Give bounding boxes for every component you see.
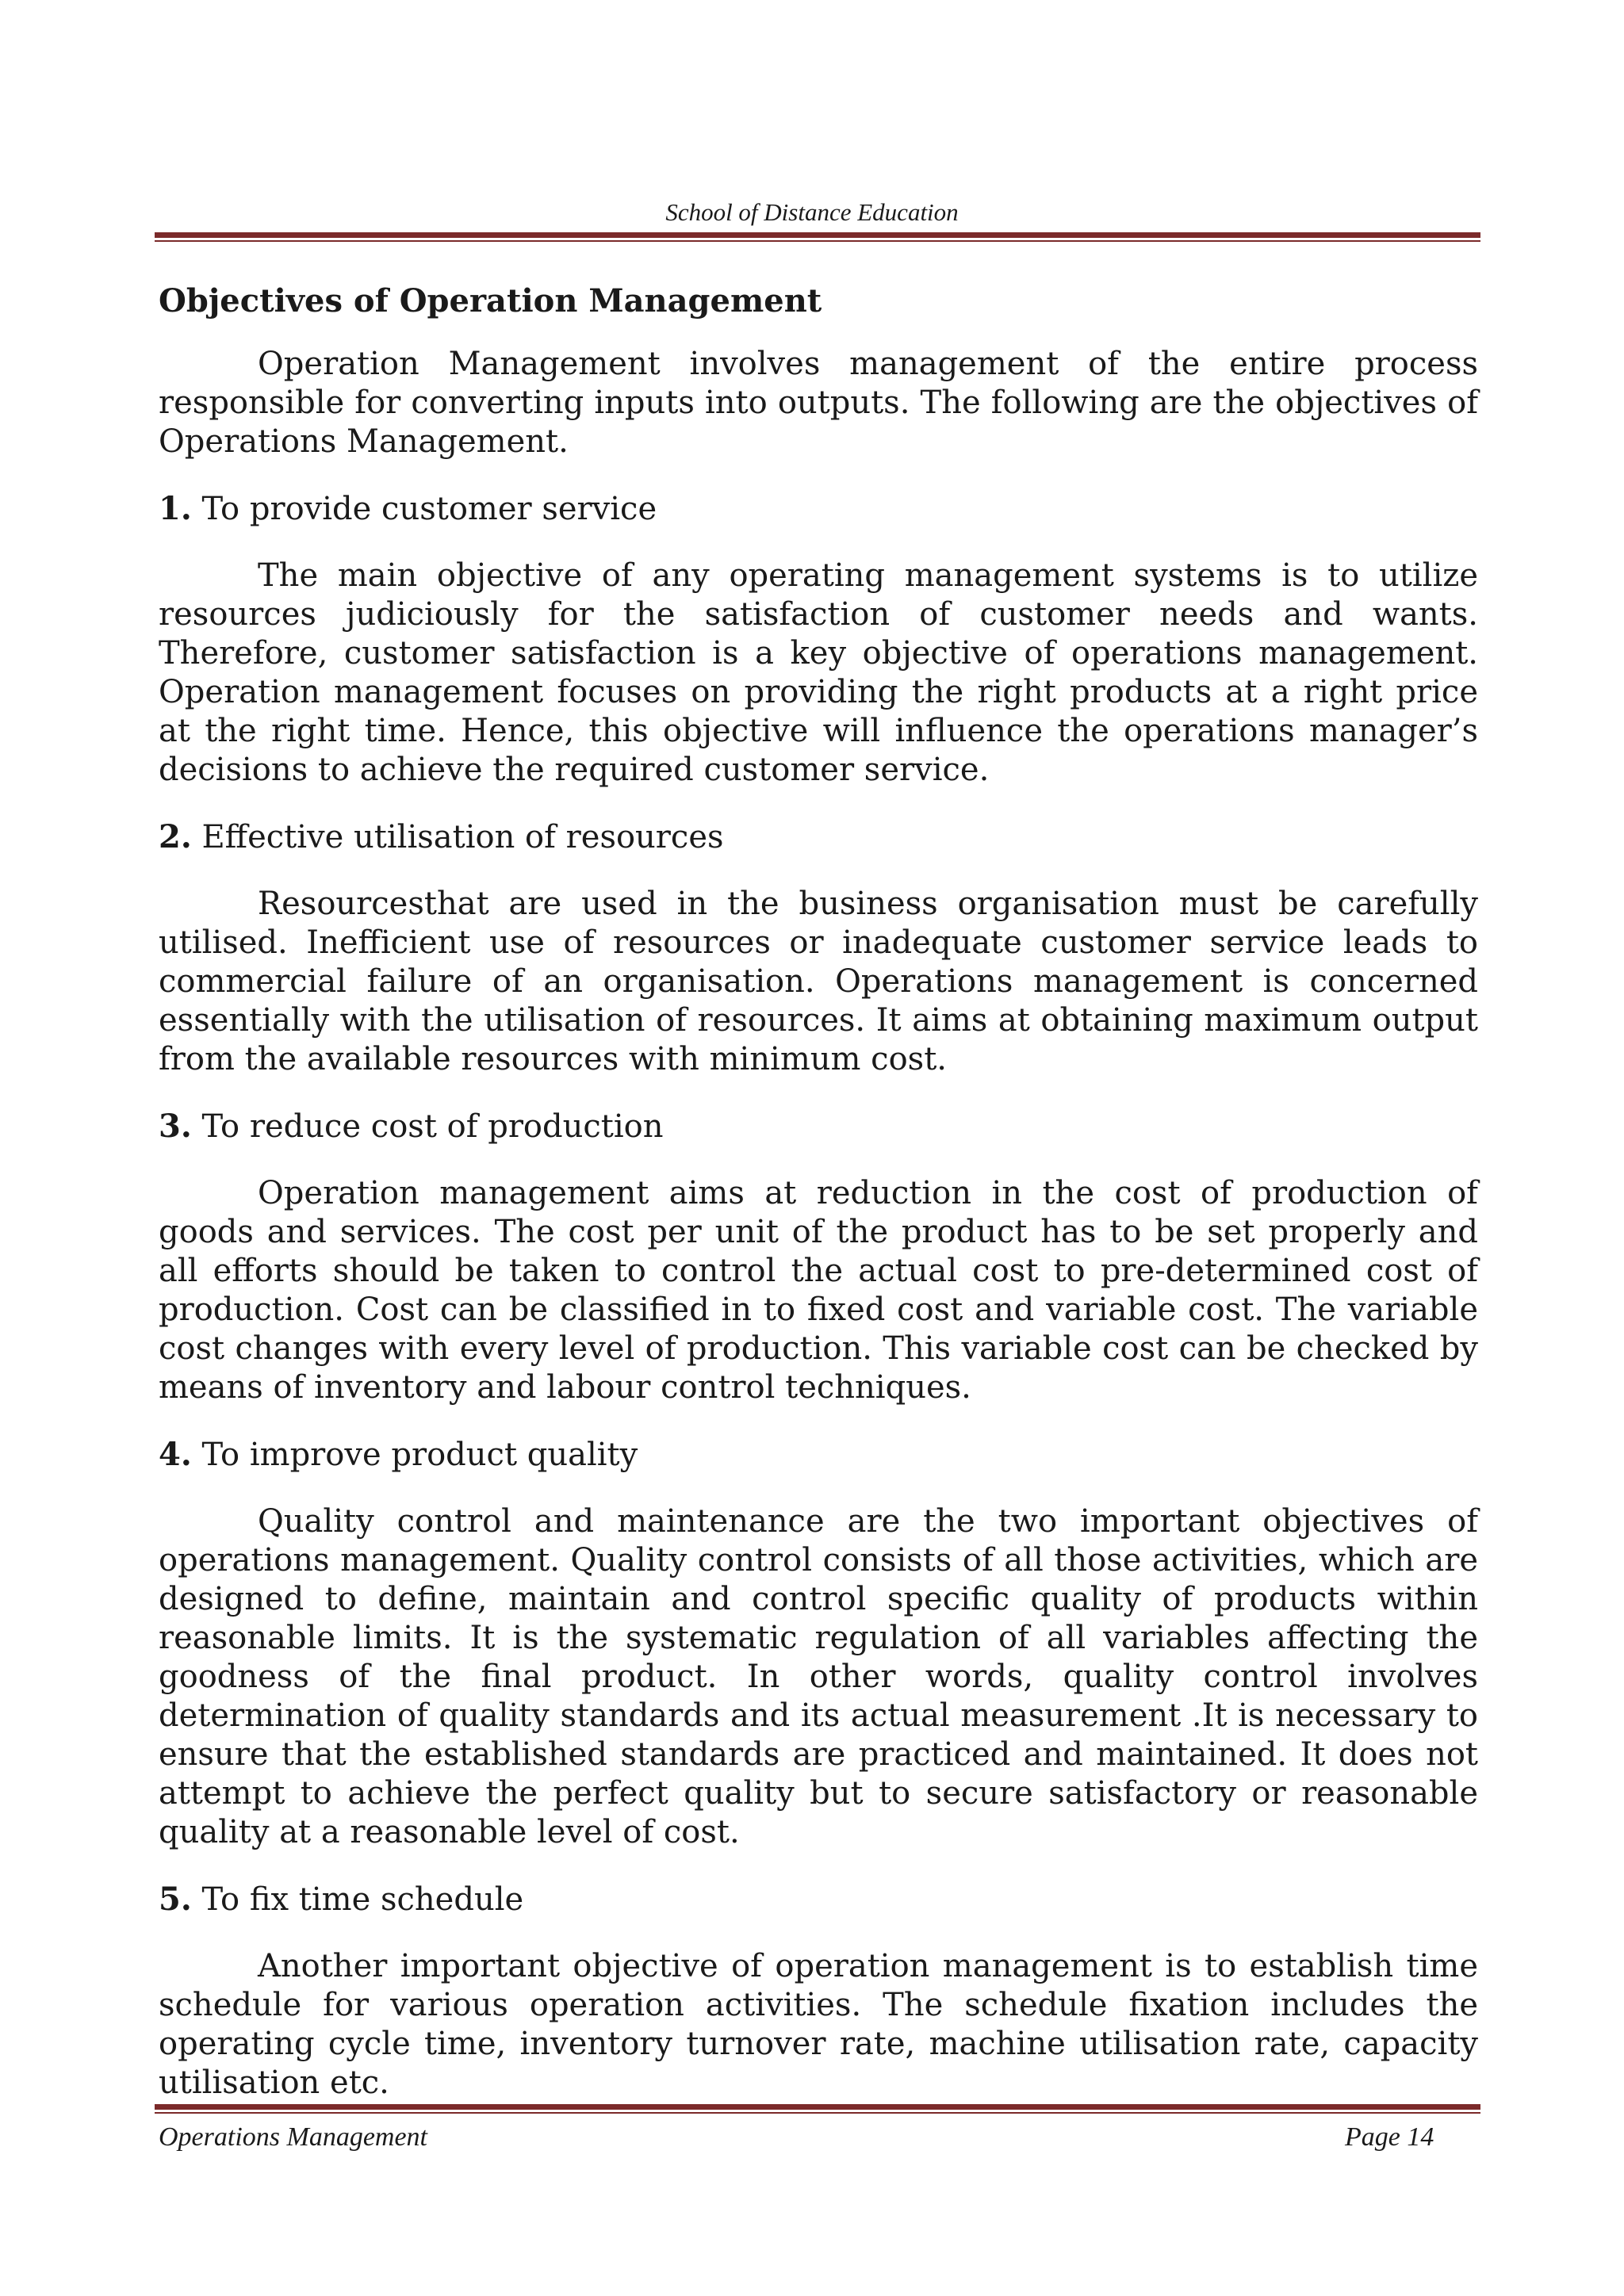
objective-body-2: Resourcesthat are used in the business organisation must be carefully utilised. Inefficient use of resources or inadequate customer service leads to commercial failure of an organisation. Operations management is concerned essentially with the utilisation of resources. It aims at obtaining maximum output from the available resources with minimum cost. [159,886,1478,1077]
objective-body-1: The main objective of any operating management systems is to utilize resources judiciously for the satisfaction of customer needs and wants. Therefore, customer satisfaction is a key objective of operations management. Operation management focuses on providing the right products at a right price at the right time. Hence, this objective will influence the operations manager’s decisions to achieve the required customer service. [159,557,1478,788]
page-content [159,281,1478,2130]
objective-number: 5. [159,1881,192,1918]
footer-page-number: Page 14 [1345,2122,1434,2152]
objective-body-4: Quality control and maintenance are the two important objectives of operations management. Quality control consists of all those activities, which are designed to define, maintain and control specific quality of products within reasonable limits. It is the systematic regulation of all variables affecting the goodness of the final product. In other words, quality control involves determination of quality standards and its actual measurement .It is necessary to ensure that the established standards are practiced and maintained. It does not attempt to achieve the perfect quality but to secure satisfactory or reasonable quality at a reasonable level of cost. [159,1503,1478,1850]
objective-body-3: Operation management aims at reduction in the cost of production of goods and services. The cost per unit of the product has to be set properly and all efforts should be taken to control the actual cost to pre-determined cost of production. Cost can be classified in to fixed cost and variable cost. The variable cost changes with every level of production. This variable cost can be checked by means of inventory and labour control techniques. [159,1175,1478,1406]
footer-rule [155,2104,1480,2114]
footer-course-title: Operations Management [159,2122,428,2152]
objective-title-text: To provide customer service [201,491,657,527]
objective-title-text: To improve product quality [201,1437,638,1473]
objective-title-text: To fix time schedule [201,1881,524,1918]
objective-title-text: Effective utilisation of resources [201,819,724,855]
objective-title-5 [159,1880,1478,1919]
objective-title-2 [159,817,1478,857]
section-heading: Objectives of Operation Management [159,282,822,320]
page-header-title: School of Distance Education [665,198,959,226]
objective-number: 3. [159,1108,192,1145]
objective-body-5: Another important objective of operation management is to establish time schedule for various operation activities. The schedule fixation includes the operating cycle time, inventory turnover rate, machine utilisation rate, capacity utilisation etc. [159,1948,1478,2101]
objective-number: 1. [159,490,192,527]
objective-title-1 [159,489,1478,529]
objective-title-4 [159,1435,1478,1475]
objective-title-text: To reduce cost of production [201,1108,664,1145]
header-rule [155,232,1480,242]
objective-number: 2. [159,818,192,855]
objective-number: 4. [159,1436,192,1473]
intro-paragraph: Operation Management involves management of the entire process responsible for converting inputs into outputs. The following are the objectives of Operations Management. [159,346,1478,460]
objective-title-3 [159,1107,1478,1146]
